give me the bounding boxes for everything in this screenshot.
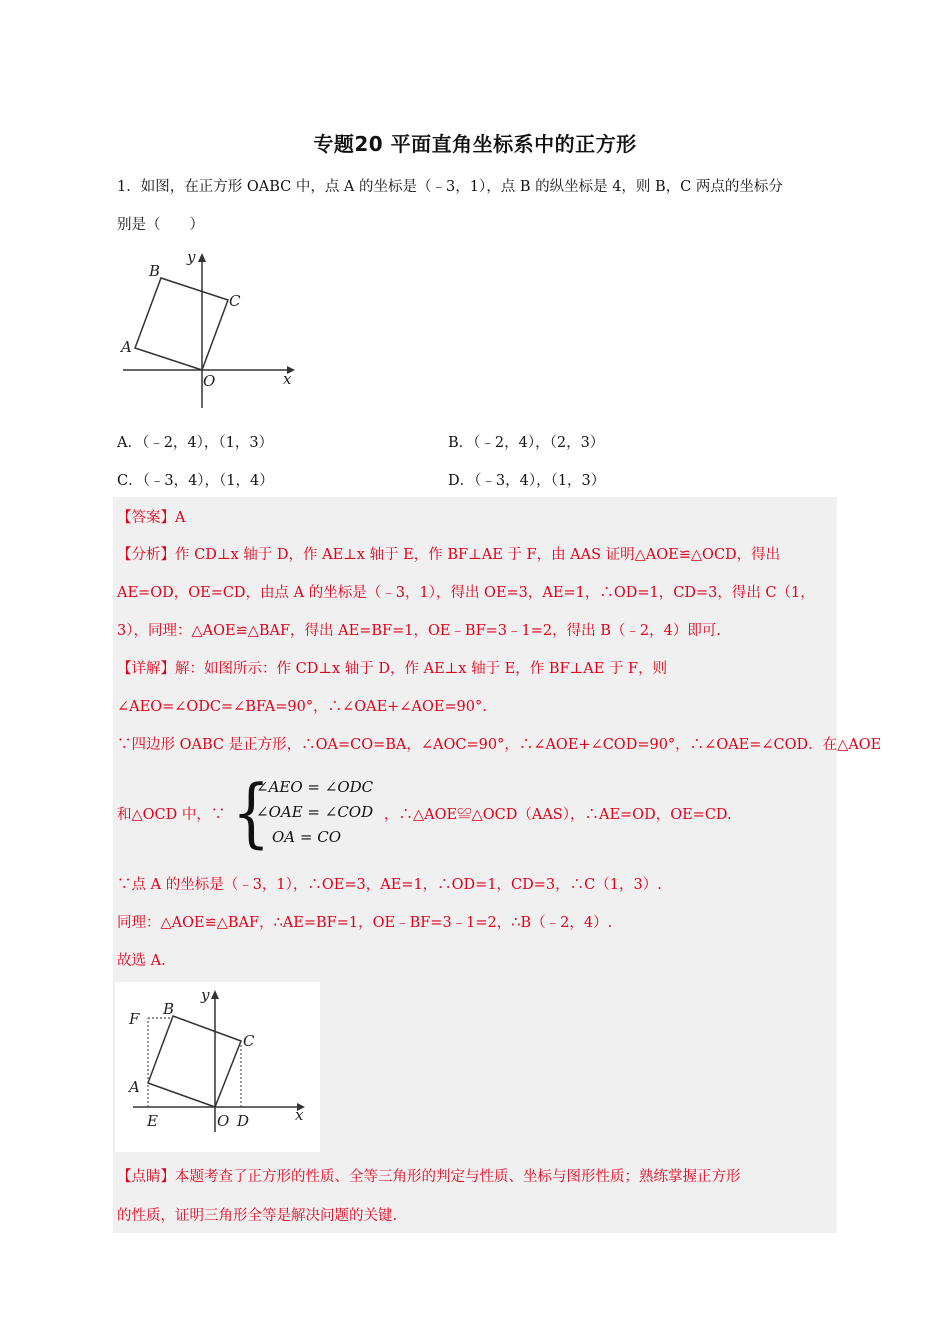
detail-line-1 <box>117 659 667 679</box>
analysis-line-2: AE=OD，OE=CD，由点 A 的坐标是（﹣3，1），得出 OE=3，AE=1，∴OD=1，CD=3，得出 C（1， <box>117 585 815 601</box>
detail-line-4-post: ，∴△AOE≌△OCD（AAS），∴AE=OD，OE=CD. <box>384 807 732 823</box>
detail-line-7: 故选 A. <box>117 953 166 969</box>
question-line-2: 别是（ ） <box>117 217 204 233</box>
choice-a[interactable]: A．（﹣2，4），（1，3） <box>117 435 274 451</box>
label-x: x <box>295 1106 304 1124</box>
label-C: C <box>243 1032 255 1050</box>
label-O: O <box>203 372 216 390</box>
detail-text-1: 解：如图所示：作 CD⊥x 轴于 D，作 AE⊥x 轴于 E，作 BF⊥AE 于 F，则 <box>175 661 668 677</box>
label-E: E <box>147 1112 158 1130</box>
square-oabc <box>135 278 228 370</box>
question-line-1: 1．如图，在正方形 OABC 中，点 A 的坐标是（﹣3，1），点 B 的纵坐标是 4，则 B，C 两点的坐标分 <box>117 179 783 195</box>
equation-2: ∠OAE = ∠COD <box>256 803 374 821</box>
label-B: B <box>149 262 161 280</box>
detail-line-5: ∵点 A 的坐标是（﹣3，1），∴OE=3，AE=1，∴OD=1，CD=3，∴C（1，3）. <box>117 877 662 893</box>
label-C: C <box>229 292 241 310</box>
answer-tag: 【答案】 <box>117 510 175 526</box>
comment-text-1: 本题考查了正方形的性质、全等三角形的判定与性质、坐标与图形性质；熟练掌握正方形 <box>175 1169 741 1185</box>
analysis-tag: 【分析】 <box>117 547 175 563</box>
comment-line-2: 的性质，证明三角形全等是解决问题的关键. <box>117 1208 398 1224</box>
answer-value: A <box>175 510 186 526</box>
label-D: D <box>237 1112 250 1130</box>
label-A: A <box>129 1078 140 1096</box>
answer-line <box>117 508 185 528</box>
choice-b[interactable]: B．（﹣2，4），（2，3） <box>448 435 605 451</box>
label-B: B <box>163 1000 175 1018</box>
equation-1: ∠AEO = ∠ODC <box>256 778 374 796</box>
detail-line-2: ∠AEO=∠ODC=∠BFA=90°，∴∠OAE+∠AOE=90°. <box>117 699 487 715</box>
detail-line-4-pre: 和△OCD 中，∵ <box>117 807 226 823</box>
y-axis-arrow <box>198 253 206 262</box>
choice-d[interactable]: D．（﹣3，4），（1，3） <box>448 473 606 489</box>
figure-solution <box>115 982 320 1152</box>
figure-square-oabc <box>115 248 300 413</box>
page-title: 专题20 平面直角坐标系中的正方形 <box>313 132 637 156</box>
detail-line-3: ∵四边形 OABC 是正方形，∴OA=CO=BA，∠AOC=90°，∴∠AOE+∠COD=90°，∴∠OAE=∠COD．在△AOE <box>117 737 882 753</box>
label-A: A <box>121 338 132 356</box>
detail-line-6: 同理：△AOE≌△BAF，∴AE=BF=1，OE﹣BF=3﹣1=2，∴B（﹣2，4）. <box>117 915 613 931</box>
label-x: x <box>283 370 292 388</box>
label-y: y <box>201 986 210 1004</box>
detail-tag: 【详解】 <box>117 661 175 677</box>
comment-line-1 <box>117 1167 741 1187</box>
system-brace: { <box>232 769 271 858</box>
analysis-line-1 <box>117 545 780 565</box>
label-y: y <box>187 248 196 266</box>
analysis-line-3: 3），同理：△AOE≌△BAF，得出 AE=BF=1，OE﹣BF=3﹣1=2，得出 B（﹣2，4）即可. <box>117 623 721 639</box>
equation-3: OA = CO <box>272 828 342 846</box>
label-O: O <box>217 1112 230 1130</box>
analysis-text-1: 作 CD⊥x 轴于 D，作 AE⊥x 轴于 E，作 BF⊥AE 于 F，由 AAS 证明△AOE≌△OCD，得出 <box>175 547 781 563</box>
comment-tag: 【点睛】 <box>117 1169 175 1185</box>
choice-c[interactable]: C．（﹣3，4），（1，4） <box>117 473 274 489</box>
label-F: F <box>129 1010 140 1028</box>
